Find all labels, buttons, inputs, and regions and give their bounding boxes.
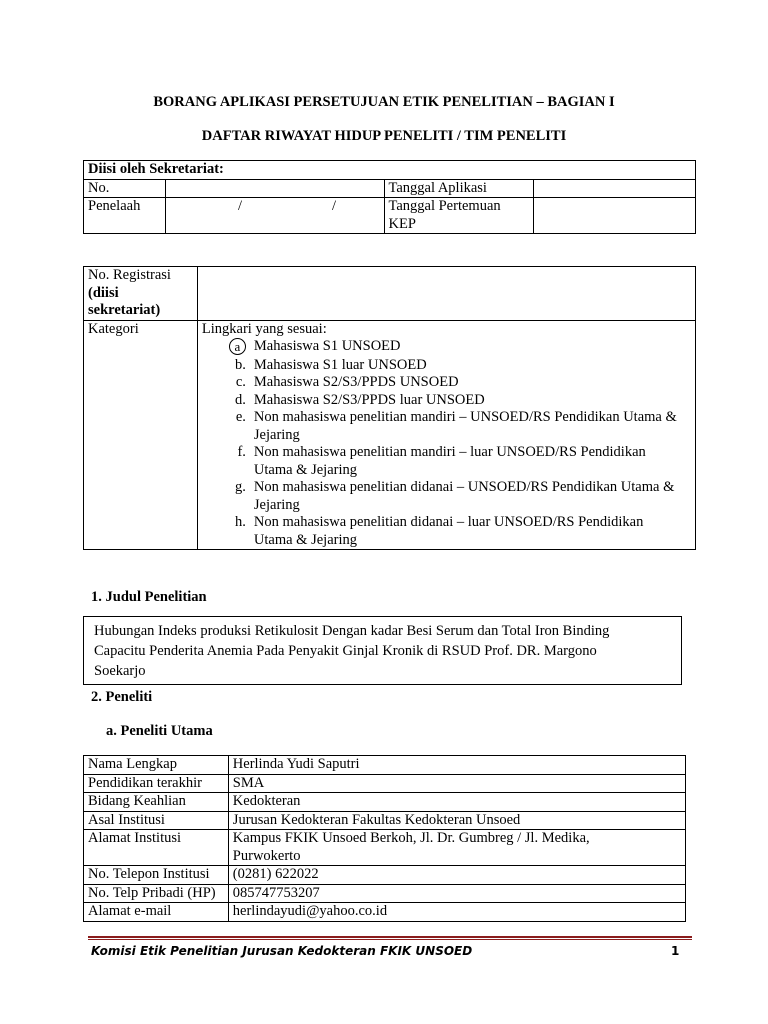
footer-text: Komisi Etik Penelitian Jurusan Kedokteran FKIK UNSOED <box>91 944 473 958</box>
no-registrasi-text: No. Registrasi <box>88 267 171 283</box>
row-value[interactable]: Herlinda Yudi Saputri <box>228 756 685 775</box>
table-row <box>84 774 686 793</box>
row-value-line-1: Kampus FKIK Unsoed Berkoh, Jl. Dr. Gumbreg / Jl. Medika, <box>232 830 590 846</box>
table-row <box>84 793 686 812</box>
option-letter: g. <box>235 479 246 495</box>
option-letter: f. <box>237 444 246 460</box>
judul-line-2: Capacitu Penderita Anemia Pada Penyakit Ginjal Kronik di RSUD Prof. DR. Margono <box>94 643 597 659</box>
penelaah-field[interactable] <box>165 198 384 234</box>
row-value[interactable]: herlindayudi@yahoo.co.id <box>228 903 685 922</box>
option-f[interactable] <box>224 444 691 479</box>
option-e[interactable] <box>224 409 691 444</box>
table-row <box>84 884 686 903</box>
row-value[interactable]: 085747753207 <box>228 884 685 903</box>
row-label: Asal Institusi <box>84 811 229 830</box>
row-value[interactable]: Kedokteran <box>228 793 685 812</box>
option-text: Non mahasiswa penelitian didanai – luar UNSOED/RS Pendidikan <box>253 514 644 530</box>
form-subtitle: DAFTAR RIWAYAT HIDUP PENELITI / TIM PENELITI <box>201 128 567 144</box>
secretariat-table <box>83 160 696 234</box>
no-registrasi-label <box>84 267 198 321</box>
kategori-instruction: Lingkari yang sesuai: <box>201 320 327 337</box>
row-label: Nama Lengkap <box>84 756 229 775</box>
no-registrasi-field[interactable] <box>197 267 695 321</box>
row-value-line-2: Purwokerto <box>232 847 301 864</box>
footer-divider-thin <box>88 939 692 940</box>
option-letter: d. <box>235 391 246 408</box>
secretariat-heading: Diisi oleh Sekretariat: <box>84 161 696 180</box>
option-text-cont: Utama & Jejaring <box>253 461 357 478</box>
option-text: Non mahasiswa penelitian mandiri – UNSOED/RS Pendidikan Utama & <box>253 409 677 425</box>
peneliti-table <box>83 755 686 922</box>
form-title: BORANG APLIKASI PERSETUJUAN ETIK PENELITIAN – BAGIAN I <box>153 94 615 110</box>
page-number: 1 <box>671 944 680 958</box>
option-letter: b. <box>235 356 246 373</box>
slash-1: / <box>237 198 242 214</box>
kategori-options <box>197 320 695 550</box>
judul-line-1: Hubungan Indeks produksi Retikulosit Dengan kadar Besi Serum dan Total Iron Binding <box>94 623 610 639</box>
option-c[interactable] <box>224 374 691 392</box>
table-row <box>84 903 686 922</box>
row-value[interactable]: Jurusan Kedokteran Fakultas Kedokteran Unsoed <box>228 811 685 830</box>
no-label: No. <box>84 179 166 198</box>
option-text-cont: Jejaring <box>253 426 300 443</box>
section-peneliti-heading: 2. Peneliti <box>91 689 153 705</box>
penelaah-label: Penelaah <box>84 198 166 234</box>
row-label: Alamat e-mail <box>84 903 229 922</box>
no-field[interactable] <box>165 179 384 198</box>
row-label: No. Telepon Institusi <box>84 866 229 885</box>
option-text: Mahasiswa S2/S3/PPDS UNSOED <box>253 374 459 390</box>
table-row <box>84 756 686 775</box>
peneliti-utama-heading: a. Peneliti Utama <box>106 723 213 739</box>
option-text-cont: Jejaring <box>253 496 300 513</box>
table-row <box>84 811 686 830</box>
option-b[interactable] <box>224 357 691 375</box>
footer-divider <box>88 936 692 938</box>
diisi-text: (diisi <box>88 284 119 301</box>
judul-box[interactable] <box>83 616 682 685</box>
tanggal-pertemuan-field[interactable] <box>534 198 696 234</box>
selected-circle: a <box>229 338 246 355</box>
tanggal-aplikasi-field[interactable] <box>534 179 696 198</box>
row-value[interactable]: (0281) 622022 <box>228 866 685 885</box>
kategori-list <box>202 338 691 549</box>
option-text: Non mahasiswa penelitian mandiri – luar UNSOED/RS Pendidikan <box>253 444 646 460</box>
table-row <box>84 830 686 866</box>
option-d[interactable] <box>224 392 691 410</box>
row-value[interactable]: SMA <box>228 774 685 793</box>
table-row <box>84 866 686 885</box>
sekretariat-text: sekretariat) <box>88 302 161 318</box>
row-label: No. Telp Pribadi (HP) <box>84 884 229 903</box>
row-label: Pendidikan terakhir <box>84 774 229 793</box>
option-g[interactable] <box>224 479 691 514</box>
kep-text: KEP <box>388 215 416 232</box>
kategori-label: Kategori <box>84 320 198 550</box>
row-label: Bidang Keahlian <box>84 793 229 812</box>
tanggal-pertemuan-text: Tanggal Pertemuan <box>388 198 501 214</box>
option-letter: e. <box>235 409 246 425</box>
option-text: Non mahasiswa penelitian didanai – UNSOED/RS Pendidikan Utama & <box>253 479 675 495</box>
option-letter: h. <box>235 514 246 530</box>
option-letter: c. <box>235 374 246 390</box>
row-label: Alamat Institusi <box>84 830 229 866</box>
option-text-cont: Utama & Jejaring <box>253 531 357 548</box>
option-text: Mahasiswa S2/S3/PPDS luar UNSOED <box>253 391 485 408</box>
section-judul-heading: 1. Judul Penelitian <box>91 589 207 605</box>
tanggal-aplikasi-label: Tanggal Aplikasi <box>384 179 534 198</box>
option-h[interactable] <box>224 514 691 549</box>
slash-2: / <box>331 198 336 214</box>
registration-table <box>83 266 696 550</box>
judul-line-3: Soekarjo <box>94 663 146 679</box>
tanggal-pertemuan-label <box>384 198 534 234</box>
row-value[interactable] <box>228 830 685 866</box>
option-text: Mahasiswa S1 luar UNSOED <box>253 356 427 373</box>
option-text: Mahasiswa S1 UNSOED <box>253 338 401 354</box>
option-a[interactable] <box>224 338 691 357</box>
